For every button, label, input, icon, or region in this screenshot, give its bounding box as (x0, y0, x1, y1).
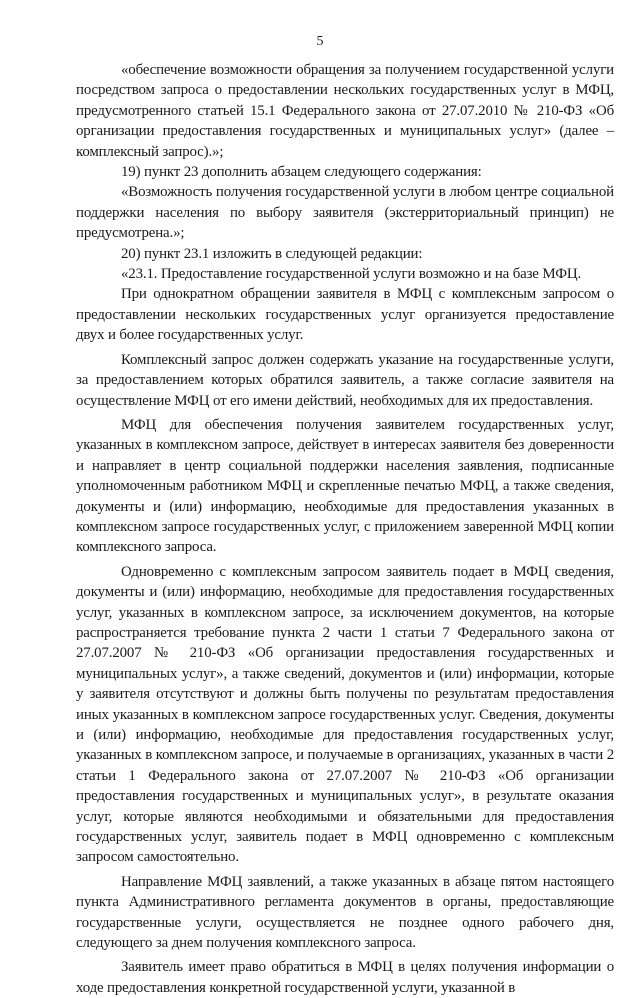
paragraph-sending-deadline: Направление МФЦ заявлений, а также указанных в абзаце пятом настоящего пункта Административного регламента документов в органы, предоставляющие государственные услуги, осуществляется не позднее одного рабочего дня, следующего за днем получения комплексного запроса. (76, 873, 614, 952)
paragraph-complex-request-content: Комплексный запрос должен содержать указание на государственные услуги, за предоставлением которых обратился заявитель, а также согласие заявителя на осуществление МФЦ от его имени действий, необходимых для их предоставления. (76, 351, 614, 409)
paragraph-complex-request-definition: «обеспечение возможности обращения за получением государственной услуги посредством запроса о предоставлении нескольких государственных услуг в МФЦ, предусмотренного статьей 15.1 Федерального закона от 27.07.2010 № 210-ФЗ «Об организации предоставления государственных и муниципальных услуг» (далее – комплексный запрос).»; (76, 62, 614, 160)
paragraph-documents-submission: Одновременно с комплексным запросом заявитель подает в МФЦ сведения, документы и (или) информацию, необходимые для предоставления государственных услуг, указанных в комплексном запросе, за исключением документов, на которые распространяется требование пункта 2 части 1 статьи 7 Федерального закона от 27.07.2007 № 210-ФЗ «Об организации предоставления государственных и муниципальных услуг», а также сведений, документов и (или) информации, которые у заявителя отсутствуют и должны быть получены по результатам предоставления иных указанных в комплексном запросе государственных услуг. Сведения, документы и (или) информацию, необходимые для предоставления государственных услуг, указанных в комплексном запросе, и получаемые в организациях, указанных в части 2 статьи 1 Федерального закона от 27.07.2007 № 210-ФЗ «Об организации предоставления государственных и муниципальных услуг», в результате оказания услуг, которые являются необходимыми и обязательными для предоставления государственных услуг, заявитель подает в МФЦ одновременно с комплексным запросом самостоятельно. (76, 563, 614, 866)
page-number: 5 (316, 34, 324, 49)
paragraph-status-inquiry: Заявитель имеет право обратиться в МФЦ в целях получения информации о ходе предоставления конкретной государственной услуги, указанной в (76, 959, 614, 996)
paragraph-extraterritorial-principle: «Возможность получения государственной услуги в любом центре социальной поддержки населения по выбору заявителя (экстерриториальный принцип) не предусмотрена.»; (76, 184, 614, 242)
document-body (76, 60, 614, 998)
paragraph-mfc-acts-for-applicant: МФЦ для обеспечения получения заявителем государственных услуг, указанных в комплексном запросе, действует в интересах заявителя без доверенности и направляет в центр социальной поддержки населения заявления, подписанные уполномоченным работником МФЦ и скрепленные печатью МФЦ, а также сведения, документы и (или) информацию, необходимые для предоставления указанных в комплексном запросе государственных услуг, с приложением заверенной МФЦ копии комплексного запроса. (76, 416, 614, 556)
paragraph-item-19: 19) пункт 23 дополнить абзацем следующего содержания: (121, 164, 482, 181)
paragraph-item-20: 20) пункт 23.1 изложить в следующей редакции: (121, 245, 423, 262)
paragraph-23-1: «23.1. Предоставление государственной услуги возможно и на базе МФЦ. (121, 266, 582, 283)
paragraph-single-visit: При однократном обращении заявителя в МФЦ с комплексным запросом о предоставлении нескольких государственных услуг организуется предоставление двух и более государственных услуг. (76, 286, 614, 344)
